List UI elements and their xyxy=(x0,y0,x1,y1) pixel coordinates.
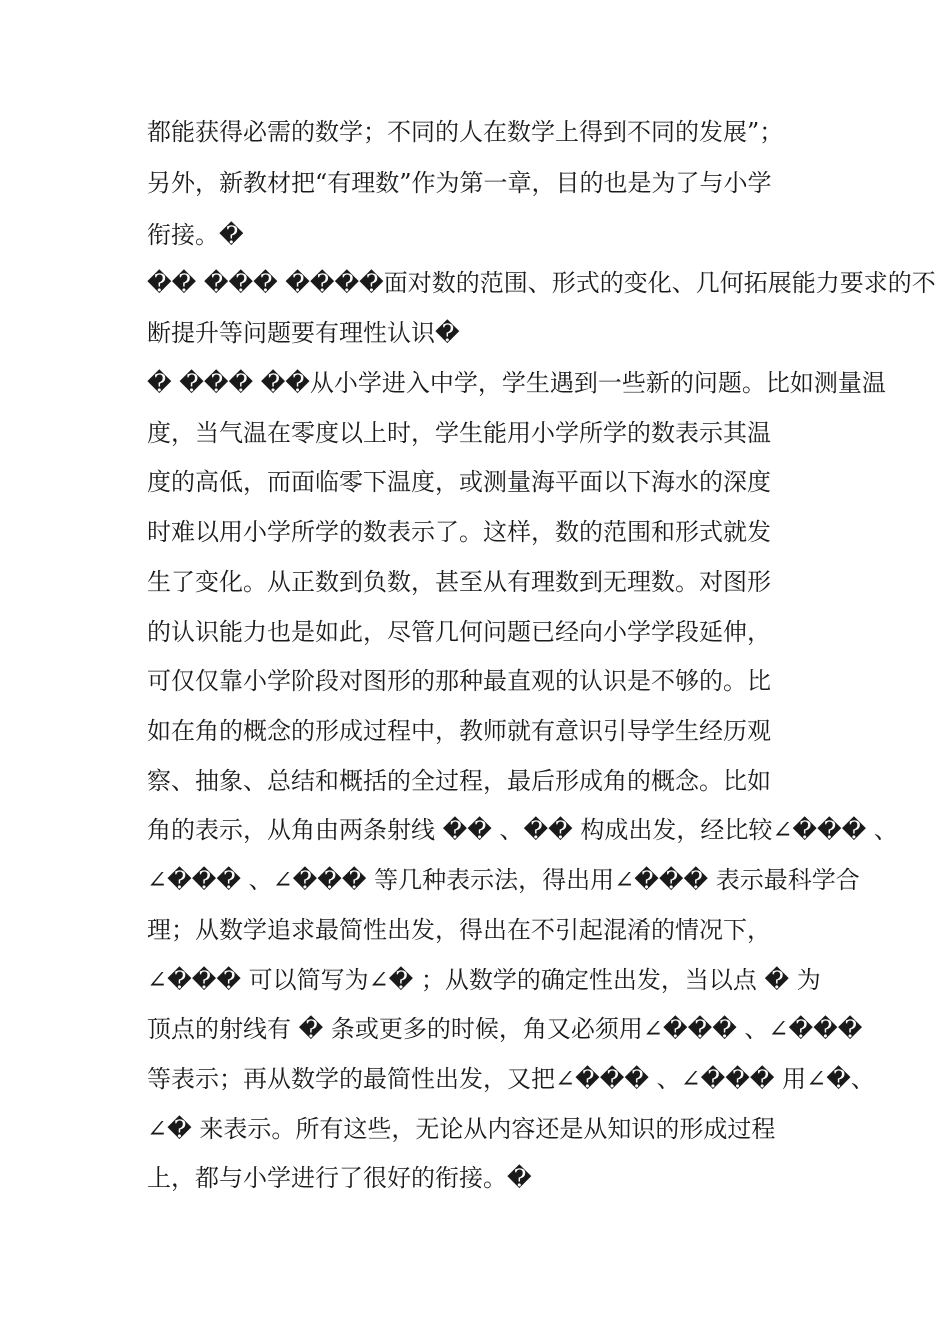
text-line: 上，都与小学进行了很好的衔接。� xyxy=(147,1164,532,1192)
text-line: 的认识能力也是如此，尽管几何问题已经向小学学段延伸， xyxy=(147,618,771,646)
text-line: 等表示；再从数学的最简性出发，又把∠��� 、∠��� 用∠�、 xyxy=(147,1065,875,1093)
text-line: 可仅仅靠小学阶段对图形的那种最直观的认识是不够的。比 xyxy=(147,667,771,695)
text-line: � ��� ��从小学进入中学，学生遇到一些新的问题。比如测量温 xyxy=(147,369,886,397)
text-line: 时难以用小学所学的数表示了。这样，数的范围和形式就发 xyxy=(147,518,771,546)
text-line: 如在角的概念的形成过程中，教师就有意识引导学生经历观 xyxy=(147,717,771,745)
text-line: �� ��� ����面对数的范围、形式的变化、几何拓展能力要求的不 xyxy=(147,269,936,297)
text-line: 角的表示，从角由两条射线 �� 、�� 构成出发，经比较∠��� 、 xyxy=(147,816,898,844)
text-line: 察、抽象、总结和概括的全过程，最后形成角的概念。比如 xyxy=(147,767,771,795)
text-line: 断提升等问题要有理性认识� xyxy=(147,319,460,347)
text-line: 衔接。� xyxy=(147,221,244,249)
text-line: 理；从数学追求最简性出发，得出在不引起混淆的情况下， xyxy=(147,916,771,944)
text-line: 生了变化。从正数到负数，甚至从有理数到无理数。对图形 xyxy=(147,568,771,596)
text-line: 度，当气温在零度以上时，学生能用小学所学的数表示其温 xyxy=(147,419,771,447)
text-line: 度的高低，而面临零下温度，或测量海平面以下海水的深度 xyxy=(147,468,771,496)
text-line: 顶点的射线有 � 条或更多的时候，角又必须用∠��� 、∠��� xyxy=(147,1015,863,1043)
text-line: 都能获得必需的数学；不同的人在数学上得到不同的发展”； xyxy=(147,118,784,146)
text-line: ∠��� 、∠��� 等几种表示法，得出用∠��� 表示最科学合 xyxy=(147,866,860,894)
text-line: ∠� 来表示。所有这些，无论从内容还是从知识的形成过程 xyxy=(147,1115,776,1143)
text-line: 另外，新教材把“有理数”作为第一章，目的也是为了与小学 xyxy=(147,169,772,197)
text-line: ∠��� 可以简写为∠� ；从数学的确定性出发，当以点 � 为 xyxy=(147,966,821,994)
